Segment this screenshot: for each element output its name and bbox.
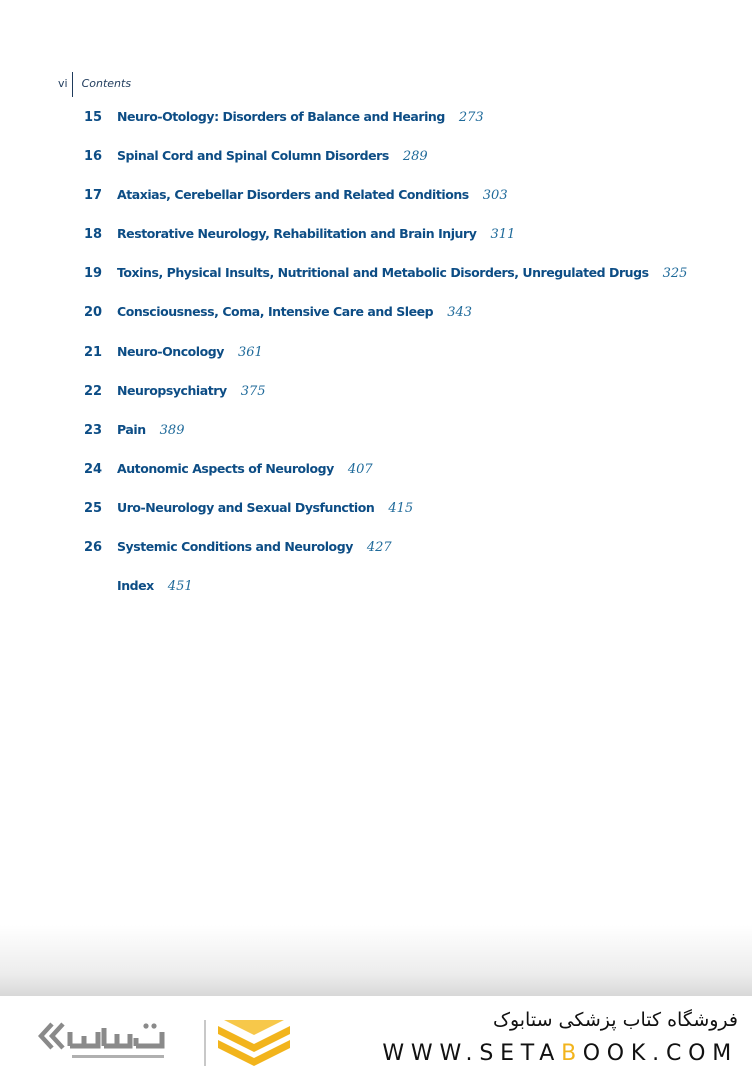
toc-chapter-title: Toxins, Physical Insults, Nutritional and Metabolic Disorders, Unregulated Drugs (117, 265, 649, 281)
toc-chapter-number: 16 (84, 149, 103, 165)
toc-chapter-title: Ataxias, Cerebellar Disorders and Related Conditions (117, 187, 469, 203)
toc-entry[interactable] (84, 304, 724, 343)
toc-chapter-title: Neuropsychiatry (117, 382, 227, 398)
table-of-contents (84, 109, 724, 617)
toc-chapter-title: Neuro-Oncology (117, 343, 224, 359)
toc-chapter-number: 17 (84, 188, 103, 204)
store-url-part: WWW. (382, 1041, 480, 1066)
store-url[interactable] (382, 1040, 738, 1068)
running-head (58, 72, 131, 102)
toc-entry[interactable] (84, 226, 724, 265)
toc-entry[interactable] (84, 265, 724, 304)
toc-chapter-title: Pain (117, 421, 146, 437)
toc-page-number: 311 (490, 227, 516, 243)
toc-chapter-title: Neuro-Otology: Disorders of Balance and Hearing (117, 109, 445, 124)
toc-page-number: 303 (482, 188, 508, 204)
toc-chapter-title: Systemic Conditions and Neurology (117, 539, 353, 555)
toc-chapter-title: Autonomic Aspects of Neurology (117, 460, 334, 476)
toc-chapter-number: 18 (84, 227, 103, 243)
toc-chapter-number: 15 (84, 110, 103, 125)
running-head-section: Contents (81, 77, 132, 90)
toc-chapter-title: Spinal Cord and Spinal Column Disorders (117, 148, 389, 164)
toc-chapter-number: 26 (84, 540, 103, 556)
toc-chapter-number: 21 (84, 344, 103, 360)
toc-page-number: 325 (662, 266, 688, 282)
toc-chapter-number: 19 (84, 266, 103, 282)
store-url-part: OOK.COM (582, 1041, 738, 1066)
toc-entry[interactable] (84, 578, 724, 617)
store-url-highlight: B (561, 1041, 583, 1066)
toc-chapter-number: 20 (84, 305, 103, 321)
toc-entry[interactable] (84, 148, 724, 187)
store-url-part: SETA (479, 1041, 562, 1066)
page-bottom-shadow (0, 925, 752, 996)
toc-chapter-title: Restorative Neurology, Rehabilitation and Brain Injury (117, 226, 477, 242)
toc-chapter-number: 23 (84, 422, 103, 438)
toc-page-number: 273 (458, 110, 484, 125)
toc-chapter-title: Uro-Neurology and Sexual Dysfunction (117, 499, 375, 515)
toc-chapter-number: 24 (84, 461, 103, 477)
toc-page-number: 361 (237, 344, 263, 360)
toc-chapter-title: Consciousness, Coma, Intensive Care and Sleep (117, 304, 434, 320)
toc-chapter-number: 22 (84, 383, 103, 399)
page-folio: vi (58, 72, 73, 97)
store-name: فروشگاه کتاب پزشکی ستابوک (492, 1009, 738, 1031)
toc-page-number: 389 (159, 422, 185, 438)
toc-page-number: 343 (447, 305, 473, 321)
toc-page-number: 451 (167, 579, 193, 595)
toc-entry[interactable] (84, 500, 724, 539)
watermark-banner (0, 996, 752, 1079)
toc-entry[interactable] (84, 383, 724, 422)
toc-entry[interactable] (84, 187, 724, 226)
setabook-logo-icon (38, 1010, 298, 1072)
toc-entry[interactable] (84, 539, 724, 578)
toc-page-number: 375 (240, 383, 266, 399)
toc-page-number: 415 (388, 500, 414, 516)
toc-chapter-title: Index (117, 578, 154, 594)
toc-page-number: 427 (366, 540, 392, 556)
toc-page-number: 289 (402, 149, 428, 165)
toc-entry[interactable] (84, 461, 724, 500)
toc-entry[interactable] (84, 344, 724, 383)
toc-entry[interactable] (84, 422, 724, 461)
store-logo (38, 1010, 298, 1072)
store-info (382, 1006, 738, 1068)
toc-page-number: 407 (347, 461, 373, 477)
toc-chapter-number: 25 (84, 500, 103, 516)
toc-entry[interactable] (84, 109, 724, 148)
